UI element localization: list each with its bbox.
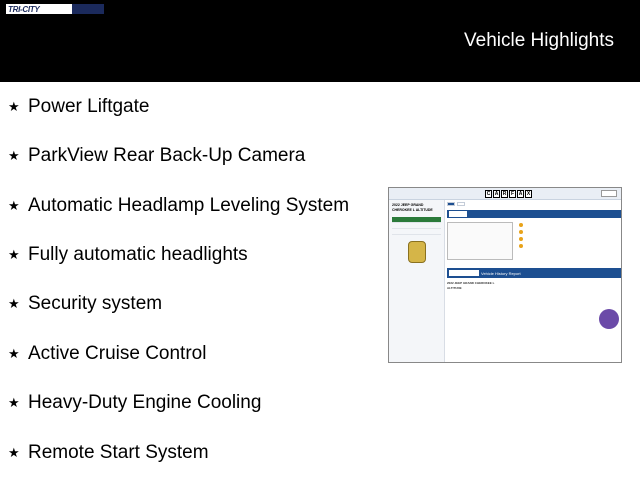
carfax-logo-letter: F <box>510 190 515 197</box>
vehicle-title: 2022 JEEP GRAND CHEROKEE L ALTITUDE <box>392 203 433 212</box>
event-dot-icon <box>519 230 523 234</box>
report-body <box>447 281 621 290</box>
star-icon: ★ <box>8 247 20 263</box>
carfax-main <box>447 202 621 362</box>
carfax-logo-letter: X <box>526 190 531 197</box>
history-event-row <box>519 243 526 250</box>
carfax-mini-logo <box>449 270 479 276</box>
carfax-logo-letter: A <box>518 190 523 197</box>
event-dot-icon <box>519 223 523 227</box>
history-event-row <box>519 229 526 236</box>
dealer-logo-phone <box>72 4 104 14</box>
feature-label: Fully automatic headlights <box>28 244 248 265</box>
feature-label: Security system <box>28 293 163 314</box>
carfax-logo-letter: R <box>502 190 507 197</box>
value-report-bar <box>447 210 621 218</box>
carfax-mini-logo <box>449 211 467 217</box>
page-title: Vehicle Highlights <box>464 30 614 51</box>
report-vehicle-title: 2022 JEEP GRAND CHEROKEE L ALTITUDE <box>447 281 495 290</box>
header-banner <box>0 0 640 82</box>
feature-item <box>8 388 261 418</box>
tab-report[interactable] <box>447 202 455 206</box>
good-value-badge-icon <box>599 309 619 329</box>
star-icon: ★ <box>8 148 20 164</box>
feature-item <box>8 240 248 270</box>
feature-label: Automatic Headlamp Leveling System <box>28 195 350 216</box>
vehicle-history-report-bar <box>447 268 621 278</box>
tab-details[interactable] <box>457 202 465 206</box>
report-vehicle-details <box>447 281 497 290</box>
carfax-tabs <box>447 202 621 206</box>
event-dot-icon <box>519 244 523 248</box>
dealer-logo[interactable] <box>6 4 104 14</box>
value-report-box <box>447 222 621 260</box>
star-icon: ★ <box>8 99 20 115</box>
carfax-logo-letter: C <box>486 190 491 197</box>
feature-item <box>8 92 149 122</box>
sidebar-item-lookup[interactable] <box>392 229 441 235</box>
carfax-sidebar <box>389 200 445 363</box>
star-icon: ★ <box>8 346 20 362</box>
carfax-report-thumbnail[interactable] <box>388 187 622 363</box>
feature-label: Power Liftgate <box>28 96 150 117</box>
star-icon: ★ <box>8 296 20 312</box>
feature-item <box>8 438 209 468</box>
carfax-topbar <box>389 188 621 200</box>
feature-item <box>8 289 162 319</box>
carfax-logo <box>485 190 532 198</box>
feature-label: Heavy-Duty Engine Cooling <box>28 392 262 413</box>
print-button[interactable] <box>601 190 617 197</box>
carfax-logo-letter: A <box>494 190 499 197</box>
feature-item <box>8 141 305 171</box>
feature-label: Active Cruise Control <box>28 343 207 364</box>
feature-item <box>8 191 349 221</box>
feature-label: ParkView Rear Back-Up Camera <box>28 145 306 166</box>
history-events-list <box>519 222 526 260</box>
history-event-row <box>519 236 526 243</box>
star-icon: ★ <box>8 198 20 214</box>
star-icon: ★ <box>8 395 20 411</box>
report-summary <box>501 281 621 290</box>
certified-badge-icon <box>408 241 426 263</box>
event-dot-icon <box>519 237 523 241</box>
report-bar-title: Vehicle History Report <box>481 270 521 276</box>
star-icon: ★ <box>8 445 20 461</box>
feature-item <box>8 339 206 369</box>
vehicle-image-placeholder <box>447 222 513 260</box>
dealer-logo-brand: TRI-CITY <box>8 4 40 14</box>
history-event-row <box>519 222 526 229</box>
carfax-sidebar-nav <box>392 217 441 235</box>
feature-label: Remote Start System <box>28 442 209 463</box>
